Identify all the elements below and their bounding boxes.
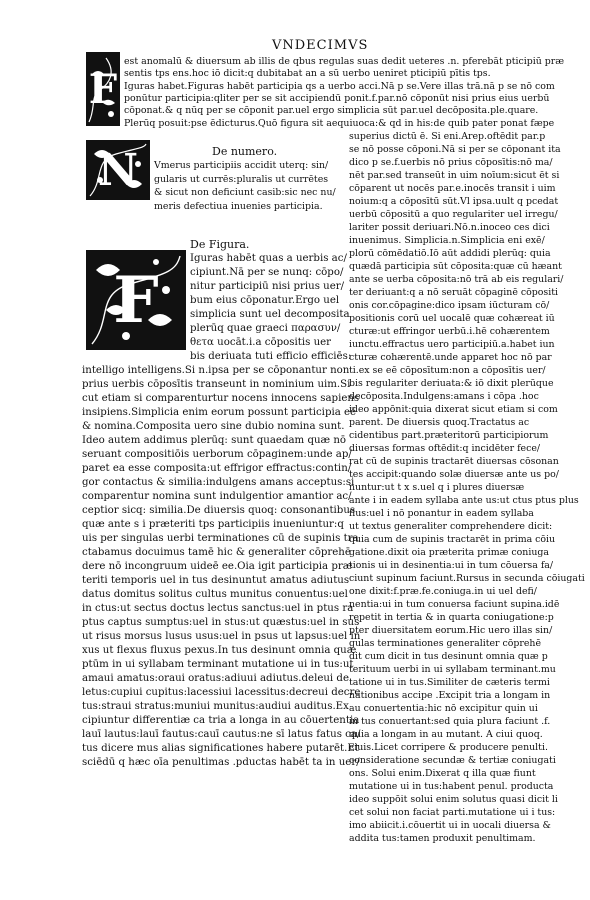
intro-text-line: Iguras habet.Figuras habēt participia qs a uerbo acci.Nā p se.Vere illas trā.nā p se nō com xyxy=(124,80,555,92)
figura-text-line: teriti temporis uel in tus desinuntut amatus adiutus xyxy=(82,575,350,586)
commentary-text-line: bis regulariter deriuata:& iō dixit plerūque xyxy=(349,378,554,389)
commentary-text-line: repetit in tertia & in quarta coniugatione:p xyxy=(349,612,554,623)
commentary-text-line: ut textus generaliter comprehendere dicit: xyxy=(349,521,553,532)
figura-text-line: letus:cupiui cupitus:lacessiui lacessitus:decreui decre xyxy=(82,687,361,698)
commentary-text-line: ciuis.Licet corripere & producere penulti. xyxy=(349,742,548,753)
initial-letter: F xyxy=(88,65,118,113)
commentary-text-line: lariter possit deriuari.Nō.n.inoceo ces dici xyxy=(349,222,550,233)
figura-text-line: xus ut flexus fluxus pexus.In tus desinunt omnia quæ xyxy=(82,645,357,656)
commentary-text-line: cturæ cohærentē.unde apparet hoc nō par xyxy=(349,352,552,363)
commentary-text-line: decōposita.Indulgens:amans i cōpa .hoc xyxy=(349,391,539,402)
commentary-text-line: rat cū de supinis tractarēt diuersas cōsonan xyxy=(349,456,559,467)
figura-text-line: ptūm in ui syllabam terminant mutatione ui in tus:ut xyxy=(82,659,354,670)
section-heading: De numero. xyxy=(212,145,278,158)
figura-text-line: ctabamus docuimus tamē hic & generaliter cōprehē xyxy=(82,547,351,558)
commentary-text-line: nationibus accipe .Excipit tria a longam in xyxy=(349,690,551,701)
figura-text-line: ptus captus sumptus:uel in stus:ut quæstus:uel in sus xyxy=(82,617,360,628)
commentary-text-line: inuenimus. Simplicia.n.Simplicia eni exē/ xyxy=(349,235,545,246)
figura-text-line: bum eius cōponatur.Ergo uel xyxy=(190,295,340,306)
figura-text-line: quæ ante s i præteriti tps participiis inueniuntur:q xyxy=(82,519,344,530)
figura-text-line: insipiens.Simplicia enim eorum possunt participia eē xyxy=(82,407,357,418)
figura-text-line: dere nō incongruum uideē ee.Oia igit participia præ xyxy=(82,561,353,572)
commentary-text-line: superius dictū ē. Si eni.Arep.oftēdit par.p xyxy=(349,131,546,142)
commentary-text-line: dit cum dicit in tus desinunt omnia quæ p xyxy=(349,651,548,662)
intro-text-line: cōponat.& q nūq per se cōponit par.uel ergo simplicia sūt par.uel decōposita.ple.quare. xyxy=(124,105,539,117)
figura-text-line: datus domitus solitus cultus munitus conuentus:uel xyxy=(82,589,348,600)
commentary-text-line: in tus conuertant:sed quia plura faciunt .f. xyxy=(349,716,551,727)
commentary-text-line: ante se uerba cōposita:nō trā ab eis regulari/ xyxy=(349,274,564,285)
initial-letter: N xyxy=(97,144,139,196)
figura-text-line: cut etiam si comparenturtur nocens innocens sapiens xyxy=(82,393,360,404)
commentary-text-line: diuersas formas oftēdit:q incidēter fece/ xyxy=(349,443,541,454)
figura-text-line: simplicia sunt uel decomposita xyxy=(190,309,350,320)
commentary-text-line: onis cor.cōpagine:dico ipsam iūcturam cō/ xyxy=(349,300,550,311)
illuminated-initial-f-figura xyxy=(86,250,186,350)
illuminated-initial-n xyxy=(86,140,150,200)
commentary-text-line: ti.ex se eē cōposītum:non a cōposītis uer/ xyxy=(349,365,546,376)
figura-text-line: intelligo intelligens.Si n.ipsa per se cōponantur non xyxy=(82,365,350,376)
figura-text-line: uis per singulas uerbi terminationes cū de supinis tra xyxy=(82,533,359,544)
commentary-text-line: ideo appōnit:quia dixerat sicut etiam si com xyxy=(349,404,558,415)
commentary-text-line: dico p se.f.uerbis nō prius cōposītis:nō ma/ xyxy=(349,157,553,168)
figura-text-line: Ideo autem addimus plerūq: sunt quaedam quæ nō xyxy=(82,435,347,446)
figura-text-line: bis deriuata tuti efficio efficiēs: xyxy=(190,351,352,362)
commentary-text-line: imo abiicit.i.cōuertit ui in uocali diuersa & xyxy=(349,820,551,831)
commentary-text-line: flus:uel i nō ponantur in eadem syllaba xyxy=(349,508,534,519)
commentary-text-line: tionis ui in desinentia:ui in tum cōuersa fa/ xyxy=(349,560,554,571)
numero-text-line: Vmerus participiis accidit uterq: sin/ xyxy=(154,160,329,171)
commentary-text-line: consideratione secundæ & tertiæ coniugati xyxy=(349,755,556,766)
initial-letter: F xyxy=(113,262,159,338)
figura-text-line: nitur participiū nisi prius uer/ xyxy=(190,281,345,292)
commentary-text-line: quia cum de supinis tractarēt in prima cōiu xyxy=(349,534,556,545)
commentary-text-line: se nō posse cōponi.Nā si per se cōponant ita xyxy=(349,144,561,155)
illuminated-initial-f-top xyxy=(86,52,120,126)
commentary-text-line: au conuertentia:hic nō excipitur quin ui xyxy=(349,703,538,714)
commentary-text-line: positionis corū uel uocalē quæ cohæreat iū xyxy=(349,313,555,324)
commentary-text-line: parent. De diuersis quoq.Tractatus ac xyxy=(349,417,530,428)
commentary-text-line: cōparent ut nocēs par.e.inocēs transit i uim xyxy=(349,183,556,194)
commentary-text-line: plorū cōmēdatiō.Iō aūt addidi plerūq: quia xyxy=(349,248,551,259)
intro-text-line: Plerūq posuit:pse ēdicturus.Quō figura sit aequiuoca:& qd in his:de quib pater ponat fæpe xyxy=(124,117,555,129)
commentary-text-line: nentia:ui in tum conuersa faciunt supina.idē xyxy=(349,599,560,610)
figura-text-line: in ctus:ut sectus doctus lectus sanctus:uel in ptus ra xyxy=(82,603,354,614)
figura-text-line: tus dicere mus alias significationes habere putarēt.Et xyxy=(82,743,359,754)
figura-text-line: comparentur nomina sunt indulgentior amantior ac/ xyxy=(82,491,352,502)
commentary-text-line: ideo suppōit solui enim solutus quasi dicit li xyxy=(349,794,558,805)
figura-text-line: cipiuntur differentiæ ca tria a longa in au cōuertentia xyxy=(82,715,360,726)
page-title: VNDECIMVS xyxy=(272,38,369,53)
commentary-text-line: tes accipit:quando solæ diuersæ ante us po/ xyxy=(349,469,559,480)
commentary-text-line: iunctu.effractus uero participiū.a.habet iun xyxy=(349,339,555,350)
commentary-text-line: tatione ui in tus.Similiter de cæteris termi xyxy=(349,677,550,688)
section-heading: De Figura. xyxy=(190,238,250,251)
figura-text-line: seruant compositiōis uerborum cōpaginem:unde ap/ xyxy=(82,449,352,460)
figura-text-line: cipiunt.Nā per se nunq: cōpo/ xyxy=(190,267,344,278)
commentary-text-line: nēt par.sed transeūt in uim noīum:sicut ēt si xyxy=(349,170,560,181)
figura-text-line: ut risus morsus lusus usus:uel in psus ut lapsus:uel in xyxy=(82,631,361,642)
figura-text-line: amaui amatus:oraui oratus:adiuui adiutus.deleui de xyxy=(82,673,349,684)
commentary-text-line: cet solui non faciat parti.mutatione ui i tus: xyxy=(349,807,556,818)
commentary-text-line: ciunt supinum faciunt.Rursus in secunda cōiugati xyxy=(349,573,585,584)
intro-text-line: sentis tps ens.hoc iō dicit:q dubitabat an a sū uerbo ueniret pticipiū pītis tps. xyxy=(124,68,491,80)
figura-text-line: gor contactus & similia:indulgens amans acceptus:si xyxy=(82,477,355,488)
commentary-text-line: ter deriuant:q a nō seruāt cōpaginē cōpositi xyxy=(349,287,558,298)
commentary-text-line: ons. Solui enim.Dixerat q illa quæ fiunt xyxy=(349,768,536,779)
commentary-text-line: cturæ:ut effringor uerbū.i.hē cohærentem xyxy=(349,326,550,337)
figura-text-line: plerūq quae graeci παρασυν/ xyxy=(190,323,341,334)
intro-text-line: est anomalū & diuersum ab illis de qbus regulas suas dedit ueteres .n. pferebāt pticipiū præ xyxy=(124,56,565,67)
commentary-text-line: gatione.dixit oia præterita primæ coniuga xyxy=(349,547,549,558)
figura-text-line: paret ea esse composita:ut effrigor effractus:contin/ xyxy=(82,463,352,474)
commentary-text-line: uerbū cōpositū a quo regulariter uel irregu/ xyxy=(349,209,558,220)
figura-text-line: prius uerbis cōposītis transeunt in nominium uim.Si xyxy=(82,379,351,390)
figura-text-line: tus:straui stratus:muniui munitus:audiui auditus.Ex xyxy=(82,701,349,712)
commentary-text-line: mutatione ui in tus:habent penul. producta xyxy=(349,781,554,792)
figura-text-line: θετα uocāt.i.a cōpositis uer xyxy=(190,337,332,348)
commentary-text-line: one dixit:f.præ.fe.coniuga.in ui uel defi/ xyxy=(349,586,537,597)
figura-text-line: & nomina.Composita uero sine dubio nomina sunt. xyxy=(82,421,345,432)
commentary-text-line: noium:q a cōposītū sūt.Vl ipsa.uult q pcedat xyxy=(349,196,559,207)
intro-text-line: ponūtur participia:qliter per se sit accipiendū ponit.f.par.nō cōponūt nisi prius eius uerbū xyxy=(124,92,550,104)
commentary-text-line: nuntur:ut t x s.uel q i plures diuersæ xyxy=(349,482,525,493)
commentary-text-line: pter diuersitatem eorum.Hic uero illas sin/ xyxy=(349,625,553,636)
commentary-text-line: quædā participia sūt cōposita:quæ cū hæant xyxy=(349,261,562,272)
figura-text-line: Iguras habēt quas a uerbis ac/ xyxy=(190,253,347,264)
commentary-text-line: gulas terminationes generaliter cōprehē xyxy=(349,638,542,649)
commentary-text-line: cidentibus part.præteritorū participiorum xyxy=(349,430,549,441)
commentary-text-line: terituum uerbi in ui syllabam terminant.mu xyxy=(349,664,556,675)
numero-text-line: gularis ut currēs:pluralis ut currētes xyxy=(154,173,329,185)
numero-text-line: meris defectiua inuenies participia. xyxy=(154,200,323,212)
numero-text-line: & sicut non deficiunt casib:sic nec nu/ xyxy=(154,187,336,199)
figura-text-line: ceptior sicq: similia.De diuersis quoq: consonantibus xyxy=(82,505,356,516)
commentary-text-line: addita tus:tamen produxit penultimam. xyxy=(349,833,536,844)
commentary-text-line: quia a longam in au mutant. A ciui quoq. xyxy=(349,729,543,740)
commentary-text-line: ante i in eadem syllaba ante us:ut ctus ptus plus xyxy=(349,495,579,506)
figura-text-line: sciēdū q hæc oīa penultimas .pductas habēt ta in uer/ xyxy=(82,757,360,768)
figura-text-line: lauī lautus:lauī fautus:cauī cautus:ne sī latus fatus ca/ xyxy=(82,729,361,740)
